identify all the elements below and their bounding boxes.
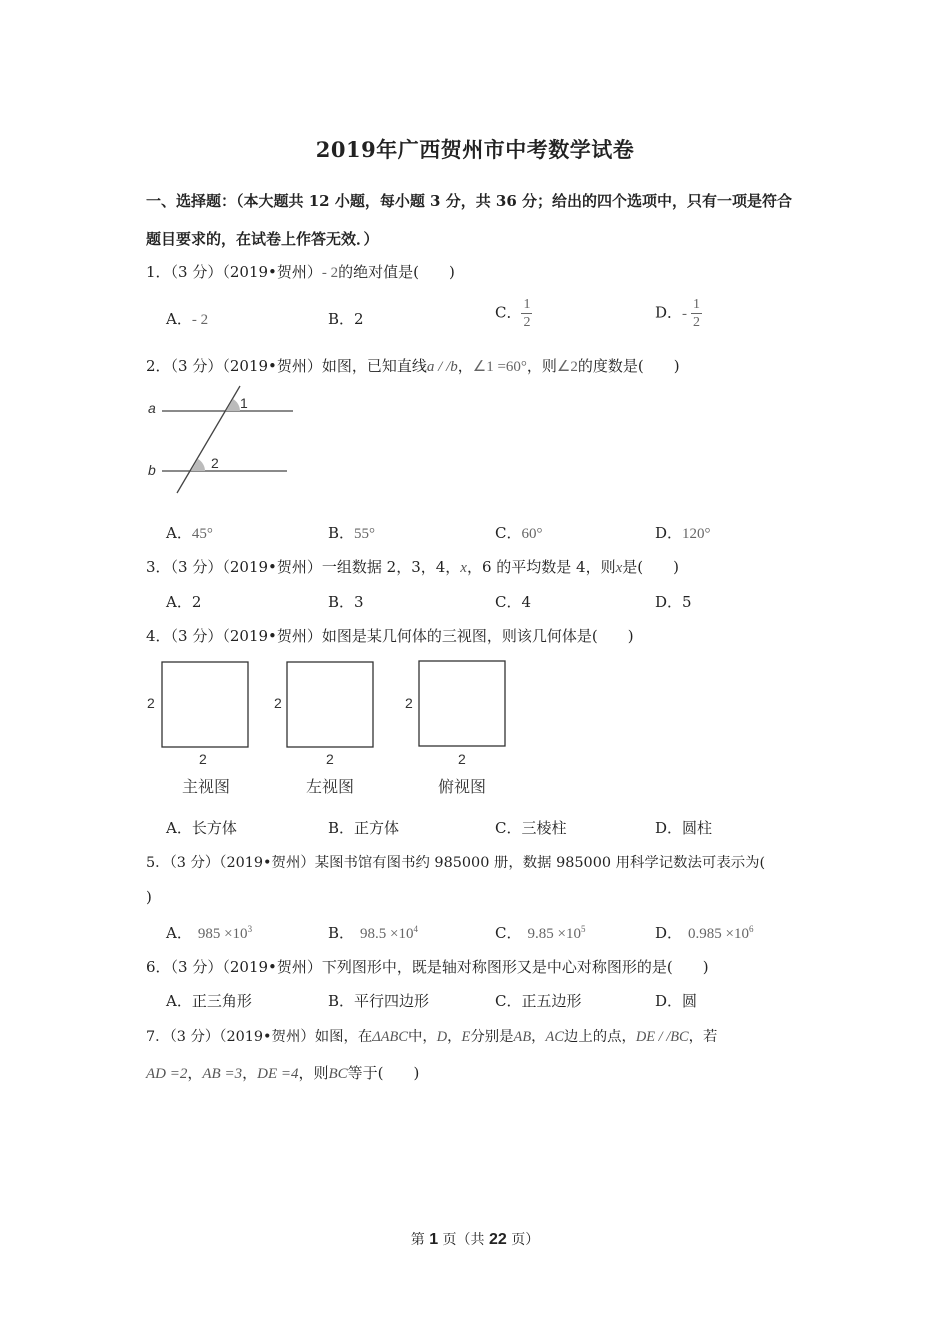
label-angle-2: 2 — [211, 455, 219, 471]
front-view-side-label: 2 — [147, 695, 155, 711]
label-angle-1: 1 — [240, 395, 248, 411]
q2-option-d: D．120° — [655, 524, 711, 542]
total-pages: 22 — [489, 1231, 507, 1248]
q1-option-d: D．- $\frac{1}{2}$ — [655, 297, 701, 330]
front-view-bottom-label: 2 — [199, 751, 207, 767]
q6-option-b: B．平行四边形 — [328, 992, 430, 1010]
section-heading-line1: 一、选择题：（本大题共 12 小题，每小题 3 分，共 36 分；给出的四个选项中，只有一项是符合 — [146, 192, 793, 210]
left-view-bottom-label: 2 — [326, 751, 334, 767]
three-views-figure — [140, 655, 520, 800]
q3-option-b: B．3 — [328, 593, 364, 611]
q6-option-d: D．圆 — [655, 992, 698, 1010]
current-page-number: 1 — [429, 1231, 439, 1248]
q1-fraction-c: $\frac{1}{2}$ — [523, 297, 531, 330]
q6-option-a: A．正三角形 — [166, 992, 252, 1010]
q4-option-c: C．三棱柱 — [495, 819, 567, 837]
top-view-caption: 俯视图 — [438, 779, 487, 796]
question-3: 3．（3 分）（2019•贺州）一组数据 2，3，4，x，6 的平均数是 4，则x是( ) — [146, 558, 679, 576]
parallel-lines-figure — [140, 382, 310, 497]
top-view-bottom-label: 2 — [458, 751, 466, 767]
page-footer: 第 1 页（共 22 页） — [410, 1231, 540, 1248]
q1-option-b: B．2 — [328, 310, 364, 328]
question-5-line1: 5．（3 分）（2019•贺州）某图书馆有图书约 985000 册，数据 985000 用科学记数法可表示为( — [146, 855, 766, 871]
section-heading-line2: 题目要求的，在试卷上作答无效．） — [146, 230, 379, 248]
question-7-line1: 7．（3 分）（2019•贺州）如图，在ΔABC中，D，E分别是AB，AC边上的点，DE / /BC，若 — [146, 1029, 718, 1045]
left-view-square — [287, 662, 373, 747]
q4-option-d: D．圆柱 — [655, 819, 713, 837]
question-2: 2．（3 分）（2019•贺州）如图，已知直线a / /b，∠1 =60°，则∠2的度数是( ) — [146, 357, 680, 375]
question-6: 6．（3 分）（2019•贺州）下列图形中，既是轴对称图形又是中心对称图形的是( ) — [146, 958, 709, 976]
q1-fraction-d: $\frac{1}{2}$ — [693, 297, 701, 330]
top-view-square — [419, 661, 505, 746]
question-5-line2: ) — [146, 888, 152, 906]
left-view-side-label: 2 — [274, 695, 282, 711]
q6-option-c: C．正五边形 — [495, 992, 582, 1010]
label-b: b — [148, 462, 156, 478]
q1-math: - 2 — [321, 265, 339, 281]
top-view-side-label: 2 — [405, 695, 413, 711]
q3-option-a: A．2 — [166, 593, 202, 611]
q2-option-a: A．45° — [166, 524, 213, 542]
q3-option-d: D．5 — [655, 593, 692, 611]
q5-option-d: D． $0.985 \times 10^6$ — [655, 924, 754, 942]
question-7-line2: AD =2，AB =3，DE =4，则BC等于( ) — [146, 1064, 420, 1082]
q5-option-c: C． $9.85 \times 10^5$ — [495, 924, 586, 942]
q1-option-a: A．- 2 — [166, 310, 209, 328]
label-a: a — [148, 400, 156, 416]
question-1: 1．（3 分）（2019•贺州）- 2的绝对值是( ) — [146, 263, 455, 281]
q2-option-c: C．60° — [495, 524, 543, 542]
left-view-caption: 左视图 — [306, 779, 355, 796]
front-view-caption: 主视图 — [182, 779, 231, 796]
page-title: 2019年广西贺州市中考数学试卷 — [315, 137, 635, 162]
q4-option-a: A．长方体 — [166, 819, 237, 837]
q5-option-a: A． $985 \times 10^3$ — [166, 924, 253, 942]
q5-option-b: B． $98.5 \times 10^4$ — [328, 924, 418, 942]
front-view-square — [162, 662, 248, 747]
q2-option-b: B．55° — [328, 524, 376, 542]
q3-option-c: C．4 — [495, 593, 532, 611]
question-4: 4．（3 分）（2019•贺州）如图是某几何体的三视图，则该几何体是( ) — [146, 627, 634, 645]
q1-option-c: C． $\frac{1}{2}$ — [495, 297, 531, 330]
transversal — [177, 386, 240, 493]
q4-option-b: B．正方体 — [328, 819, 400, 837]
